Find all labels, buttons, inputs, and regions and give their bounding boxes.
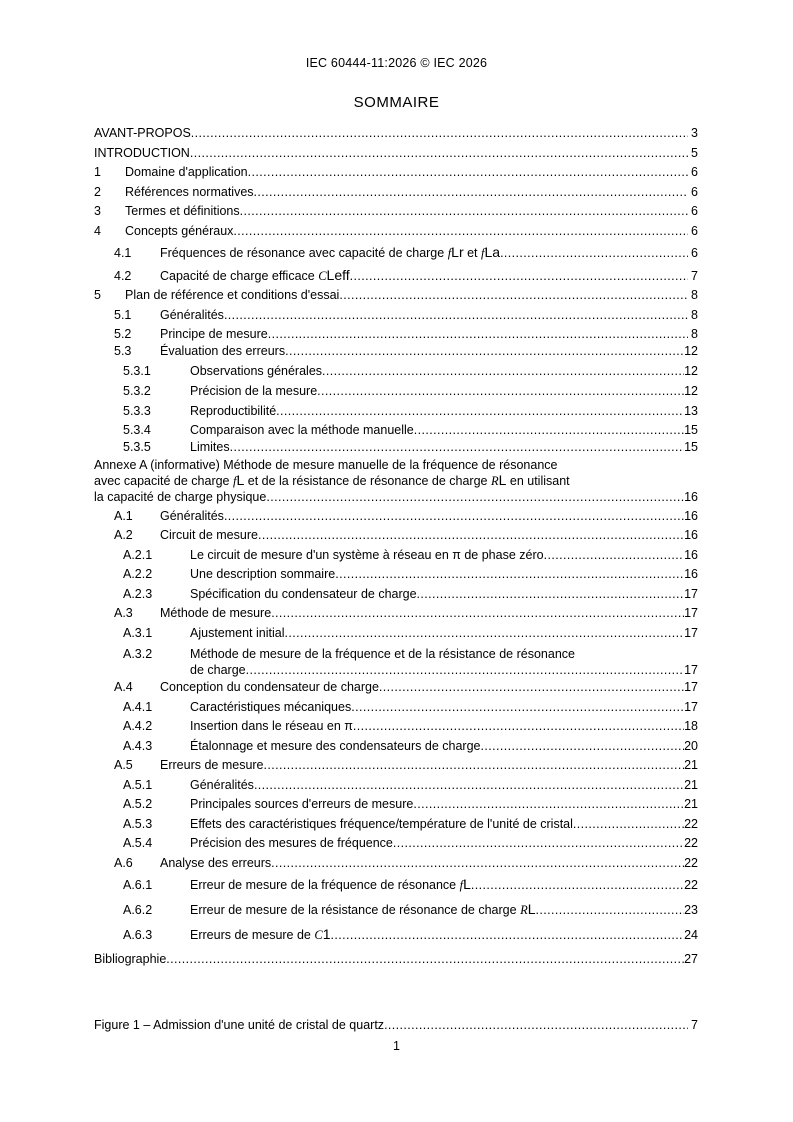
toc-number: 4.1 (114, 245, 132, 260)
toc-page: 17 (684, 699, 698, 714)
toc-label: Spécification du condensateur de charge (190, 586, 417, 601)
symbol-subscript: L (463, 875, 471, 892)
symbol-f: f (481, 245, 485, 260)
symbol-r: R (490, 474, 499, 488)
toc-entry-bibliographie[interactable] (94, 945, 698, 969)
toc-label: Observations générales (190, 364, 323, 378)
toc-page: 5 (691, 145, 698, 160)
toc-page: 6 (691, 204, 698, 218)
toc-number: A.2.1 (123, 547, 153, 562)
toc-page: 17 (684, 680, 698, 694)
toc-page: 12 (684, 384, 698, 398)
toc-number: 5.3.5 (123, 440, 151, 454)
annex-text: avec capacité de charge (94, 474, 233, 488)
toc-page: 12 (684, 344, 698, 358)
toc-page: 16 (684, 547, 698, 562)
toc-label: Évaluation des erreurs (160, 344, 286, 358)
toc-entry-5-3-3[interactable] (94, 402, 698, 422)
toc-number: A.5 (114, 758, 133, 772)
figure-page: 7 (691, 1018, 698, 1032)
toc-entry-2[interactable] (94, 183, 698, 203)
toc-label: Ajustement initial (190, 625, 285, 640)
toc-label (190, 925, 331, 946)
toc-entry-a-5-2[interactable] (94, 795, 698, 815)
toc-number: 5.3.2 (123, 384, 151, 398)
toc-page: 8 (691, 307, 698, 322)
toc-label: Bibliographie (94, 951, 167, 966)
toc-number: A.3.2 (123, 647, 153, 661)
toc-entry-3[interactable] (94, 202, 698, 222)
toc-page: 22 (684, 836, 698, 850)
toc-number: 5.3.1 (123, 364, 151, 378)
toc-label: Généralités (190, 777, 254, 792)
annex-title-line: Annexe A (informative) Méthode de mesure manuelle de la fréquence de résonance (94, 457, 558, 472)
toc-entry-5-3-1[interactable] (94, 362, 698, 382)
toc-entry-a-4-2[interactable] (94, 717, 698, 737)
toc-number: A.5.1 (123, 777, 153, 792)
toc-number: A.4 (114, 680, 133, 694)
toc-entry-4[interactable] (94, 222, 698, 242)
toc-entry-4-2[interactable] (94, 263, 698, 286)
toc-entry-a-5[interactable] (94, 756, 698, 776)
toc-entry-a-5-1[interactable] (94, 776, 698, 796)
figure-label: Figure 1 – Admission d'une unité de cristal de quartz (94, 1018, 385, 1032)
toc-page: 22 (684, 816, 698, 831)
toc-label: Caractéristiques mécaniques (190, 699, 352, 714)
toc-label (190, 875, 471, 896)
toc-label (190, 900, 536, 921)
toc-label: Principales sources d'erreurs de mesure (190, 797, 414, 811)
toc-entry-a-5-3[interactable] (94, 815, 698, 835)
toc-label: Généralités (160, 307, 224, 322)
toc-page: 20 (684, 738, 698, 753)
toc-number: A.4.2 (123, 719, 153, 733)
toc-page: 17 (684, 625, 698, 640)
toc-label: Limites (190, 440, 230, 454)
symbol-f: f (447, 245, 452, 260)
toc-label: Précision de la mesure (190, 384, 318, 398)
toc-page: 6 (691, 245, 698, 260)
toc-entry-a-6[interactable] (94, 854, 698, 874)
toc-entry-avant-propos[interactable] (94, 124, 698, 144)
symbol-subscript: 1 (322, 925, 331, 942)
toc-entry-introduction[interactable] (94, 144, 698, 164)
symbol-f: f (232, 474, 237, 488)
toc-page: 15 (684, 440, 698, 454)
toc-label: Généralités (160, 508, 224, 523)
toc-page: 22 (684, 877, 698, 892)
toc-number: A.2.2 (123, 567, 153, 581)
symbol-c: C (314, 927, 323, 942)
toc-page: 7 (691, 268, 698, 283)
toc-entry-a-5-4[interactable] (94, 834, 698, 854)
symbol-subscript: La (484, 243, 501, 260)
toc-label: Étalonnage et mesure des condensateurs de charge (190, 738, 481, 753)
toc-entry-a-3-2[interactable] (94, 643, 698, 678)
toc-label: Plan de référence et conditions d'essai (125, 288, 340, 302)
toc-label: Effets des caractéristiques fréquence/température de l'unité de cristal (190, 816, 573, 831)
toc-page: 27 (684, 951, 698, 966)
toc-page: 22 (684, 855, 698, 870)
toc-page: 17 (684, 662, 698, 677)
symbol-subscript: L (498, 472, 507, 488)
toc-number: A.5.4 (123, 836, 153, 850)
toc-entry-a-4-1[interactable] (94, 698, 698, 718)
symbol-subscript: Leff (326, 266, 350, 283)
toc-page: 15 (684, 423, 698, 437)
toc-label: Méthode de mesure (160, 606, 272, 620)
toc-entry-a-6-3[interactable] (94, 920, 698, 945)
toc-number: 2 (94, 184, 101, 199)
toc-label: Termes et définitions (125, 204, 240, 218)
toc-label: Le circuit de mesure d'un système à réseau en π de phase zéro (190, 547, 544, 562)
toc-page: 16 (684, 489, 698, 504)
symbol-subscript: L (527, 900, 536, 917)
toc-number: A.6.2 (123, 902, 153, 917)
toc-entry-5-3[interactable] (94, 345, 698, 362)
toc-entry-a-3-1[interactable] (94, 624, 698, 644)
toc-entry-a-4[interactable] (94, 678, 698, 698)
toc-entry-a-6-1[interactable] (94, 873, 698, 895)
toc-number: 5.3 (114, 344, 132, 358)
toc-page: 6 (691, 184, 698, 199)
toc-number: 3 (94, 204, 101, 218)
toc-page: 13 (684, 404, 698, 418)
toc-label: de charge (190, 662, 246, 677)
annex-title-line (94, 473, 698, 490)
toc-entry-a-4-3[interactable] (94, 737, 698, 757)
annex-title-line (94, 490, 698, 506)
toc-number: 1 (94, 165, 101, 179)
toc-number: 4 (94, 223, 101, 238)
toc-number: A.6 (114, 855, 133, 870)
toc-entry-5-3-5[interactable] (94, 441, 698, 458)
toc-page: 23 (684, 902, 698, 917)
toc-number: A.4.3 (123, 738, 153, 753)
toc-entry-a-2-1[interactable] (94, 546, 698, 566)
table-of-contents (94, 124, 698, 969)
toc-number: 5.3.4 (123, 423, 151, 437)
toc-page: 21 (684, 758, 698, 772)
toc-page: 21 (684, 797, 698, 811)
toc-label: AVANT-PROPOS (94, 126, 191, 140)
toc-page: 21 (684, 777, 698, 792)
toc-entry-a-2[interactable] (94, 526, 698, 546)
toc-label: Conception du condensateur de charge (160, 680, 379, 694)
toc-label: Comparaison avec la méthode manuelle (190, 423, 414, 437)
toc-entry-1[interactable] (94, 163, 698, 183)
toc-label: Domaine d'application (125, 165, 248, 179)
toc-label (160, 243, 500, 264)
toc-number: 5.1 (114, 307, 132, 322)
toc-label: Méthode de mesure de la fréquence et de la résistance de résonance (190, 647, 575, 661)
toc-page: 8 (691, 327, 698, 341)
toc-label: Insertion dans le réseau en π (190, 719, 353, 733)
toc-entry-a-2-2[interactable] (94, 565, 698, 585)
toc-entry-annex-a[interactable] (94, 458, 698, 506)
toc-label: Une description sommaire (190, 567, 336, 581)
toc-label: INTRODUCTION (94, 145, 190, 160)
toc-label: Références normatives (125, 184, 254, 199)
toc-number: 5.3.3 (123, 404, 151, 418)
toc-label-text: Fréquences de résonance avec capacité de charge (160, 245, 448, 260)
toc-entry-5-1[interactable] (94, 306, 698, 326)
toc-page: 16 (684, 567, 698, 581)
toc-label-last-line (94, 663, 698, 679)
toc-number: A.4.1 (123, 699, 153, 714)
page-number: 1 (393, 1039, 400, 1053)
toc-page: 24 (684, 927, 698, 942)
toc-label: Analyse des erreurs (160, 855, 272, 870)
toc-page: 6 (691, 165, 698, 179)
toc-page: 17 (684, 586, 698, 601)
toc-label-text: Erreurs de mesure de (190, 927, 315, 942)
toc-number: 5 (94, 288, 101, 302)
annex-text: en utilisant (506, 474, 570, 488)
toc-entry-5[interactable] (94, 286, 698, 306)
toc-number: A.6.3 (123, 927, 153, 942)
toc-label: Reproductibilité (190, 404, 277, 418)
toc-number: A.5.3 (123, 816, 153, 831)
toc-page: 6 (691, 223, 698, 238)
annex-text: et de la résistance de résonance de charge (244, 474, 491, 488)
toc-page: 16 (684, 528, 698, 542)
toc-number: A.2.3 (123, 586, 153, 601)
symbol-f: f (459, 877, 464, 892)
document-header: IEC 60444-11:2026 © IEC 2026 (305, 56, 488, 70)
toc-number: A.3.1 (123, 625, 153, 640)
toc-entry-4-1[interactable] (94, 241, 698, 263)
toc-page: 8 (691, 288, 698, 302)
toc-number: A.2 (114, 528, 133, 542)
toc-label-text: Capacité de charge efficace (160, 268, 319, 283)
toc-number: A.6.1 (123, 877, 153, 892)
toc-label-text: Erreur de mesure de la fréquence de résonance (190, 877, 460, 892)
toc-entry-5-3-2[interactable] (94, 382, 698, 402)
toc-label: Circuit de mesure (160, 528, 258, 542)
toc-page: 18 (684, 719, 698, 733)
toc-number: A.5.2 (123, 797, 153, 811)
list-of-figures (94, 1016, 698, 1036)
toc-label: Principe de mesure (160, 327, 268, 341)
toc-label: la capacité de charge physique (94, 489, 267, 504)
toc-number: A.1 (114, 508, 133, 523)
toc-number: A.3 (114, 606, 133, 620)
page-title: SOMMAIRE (353, 94, 440, 111)
toc-number: 5.2 (114, 327, 132, 341)
toc-entry-a-2-3[interactable] (94, 585, 698, 605)
toc-page: 17 (684, 606, 698, 620)
toc-label-text: Erreur de mesure de la résistance de résonance de charge (190, 902, 521, 917)
toc-entry-a-6-2[interactable] (94, 895, 698, 920)
toc-page: 12 (684, 364, 698, 378)
toc-label (160, 266, 350, 287)
figure-entry-1[interactable] (94, 1016, 698, 1036)
toc-label: Précision des mesures de fréquence (190, 836, 393, 850)
toc-label-text: et (463, 245, 481, 260)
toc-page: 3 (691, 126, 698, 140)
toc-number: 4.2 (114, 268, 132, 283)
toc-label: Erreurs de mesure (160, 758, 264, 772)
toc-label: Concepts généraux (125, 223, 234, 238)
toc-entry-a-3[interactable] (94, 604, 698, 624)
symbol-subscript: L (236, 472, 245, 488)
toc-entry-a-1[interactable] (94, 505, 698, 526)
symbol-c: C (318, 268, 327, 283)
symbol-r: R (520, 902, 528, 917)
symbol-subscript: Lr (451, 243, 464, 260)
toc-page: 16 (684, 508, 698, 523)
